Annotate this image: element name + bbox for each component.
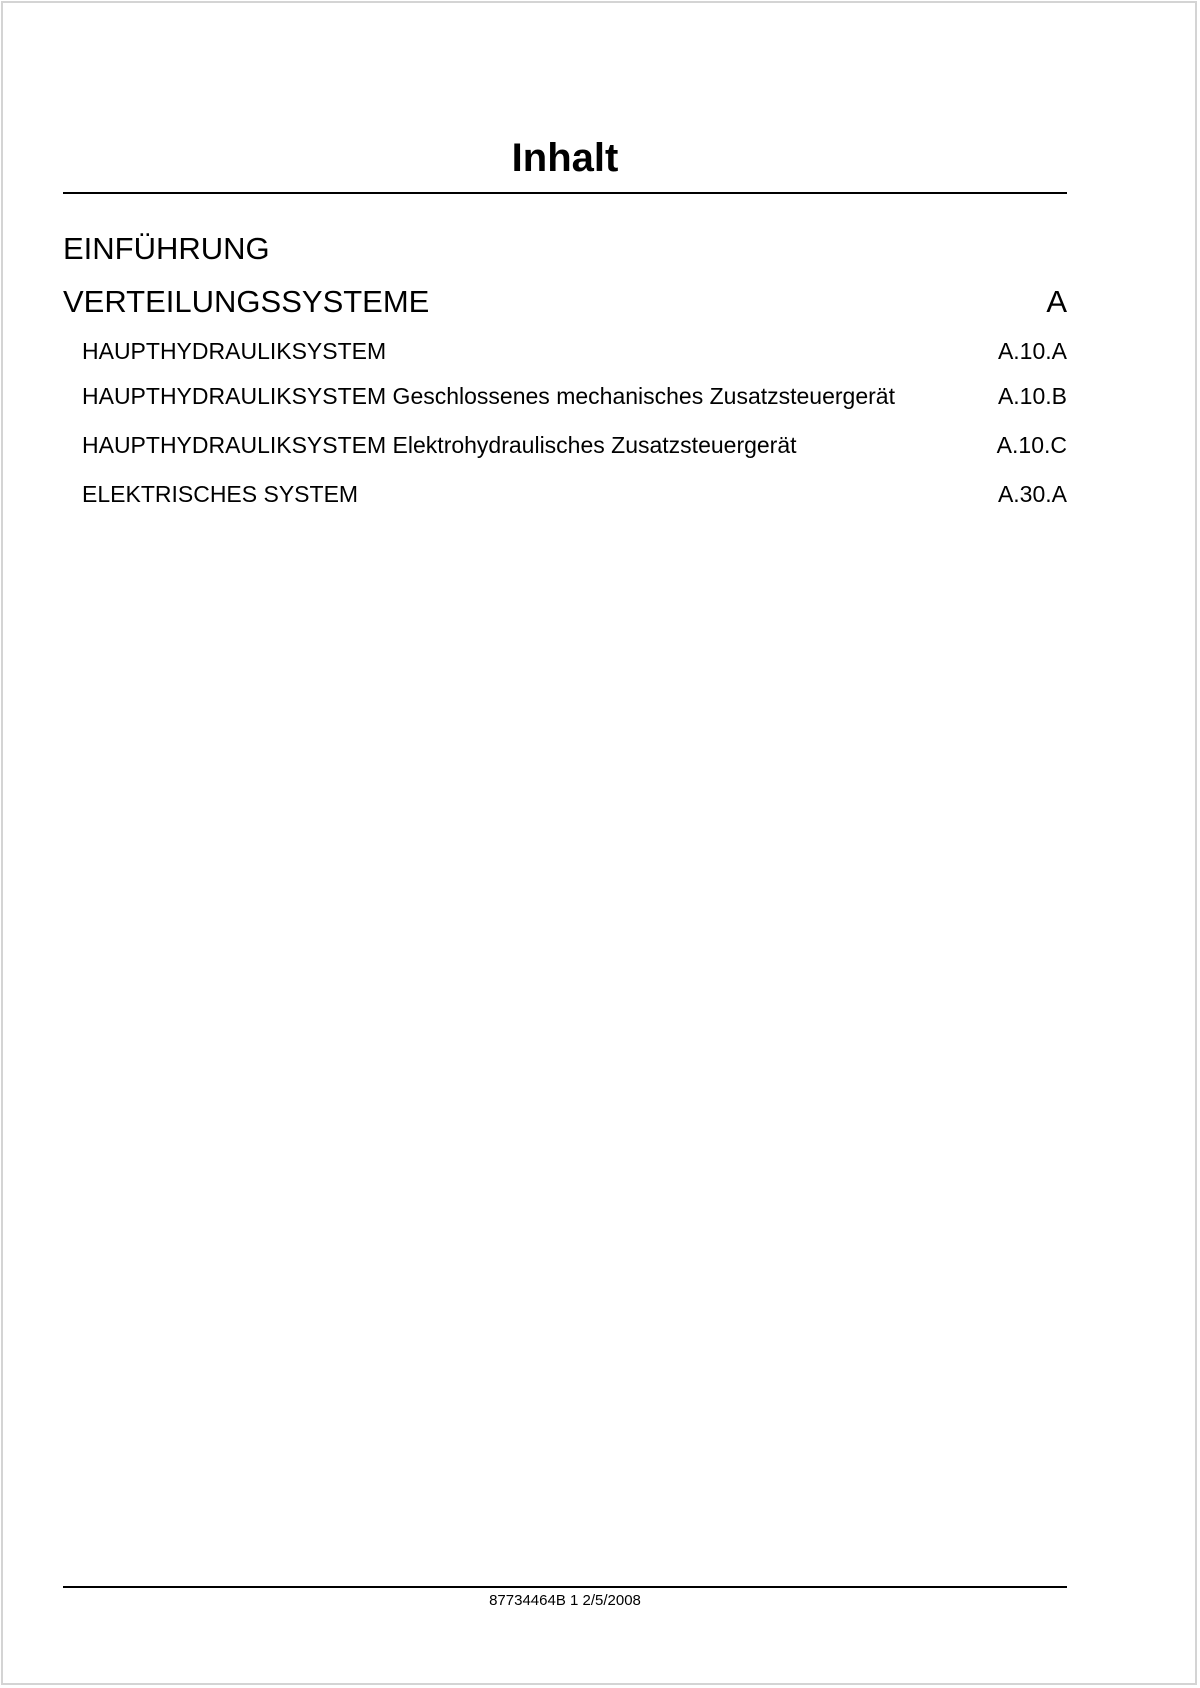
toc-chapter-einfuehrung[interactable]: [63, 229, 1067, 269]
toc-chapter-label: EINFÜHRUNG: [63, 231, 270, 266]
toc-section-a30a[interactable]: [82, 479, 1067, 509]
toc-section-a10b[interactable]: [82, 381, 1067, 411]
toc-section-a10c[interactable]: [82, 430, 1067, 460]
toc-chapter-verteilungssysteme[interactable]: [63, 282, 1067, 322]
toc-section-label: HAUPTHYDRAULIKSYSTEM Geschlossenes mechanisches Zusatzsteuergerät: [82, 383, 895, 409]
toc-section-ref: A.10.B: [997, 383, 1067, 409]
toc-section-label: HAUPTHYDRAULIKSYSTEM Elektrohydraulisches Zusatzsteuergerät: [82, 432, 797, 458]
toc-section-ref: A.30.A: [997, 481, 1067, 507]
toc-section-ref: A.10.A: [997, 338, 1067, 364]
footer-doc-id: 87734464B 1 2/5/2008: [489, 1592, 641, 1609]
toc-chapter-label: VERTEILUNGSSYSTEME: [63, 284, 430, 319]
toc-section-label: ELEKTRISCHES SYSTEM: [82, 481, 359, 507]
page-title: Inhalt: [511, 136, 619, 180]
toc-section-a10a[interactable]: [82, 336, 1067, 366]
footer-divider: [63, 1586, 1067, 1588]
toc-chapter-ref: A: [1046, 284, 1067, 319]
toc-section-label: HAUPTHYDRAULIKSYSTEM: [82, 338, 387, 364]
toc-section-ref: A.10.C: [996, 432, 1067, 458]
title-divider: [63, 192, 1067, 194]
